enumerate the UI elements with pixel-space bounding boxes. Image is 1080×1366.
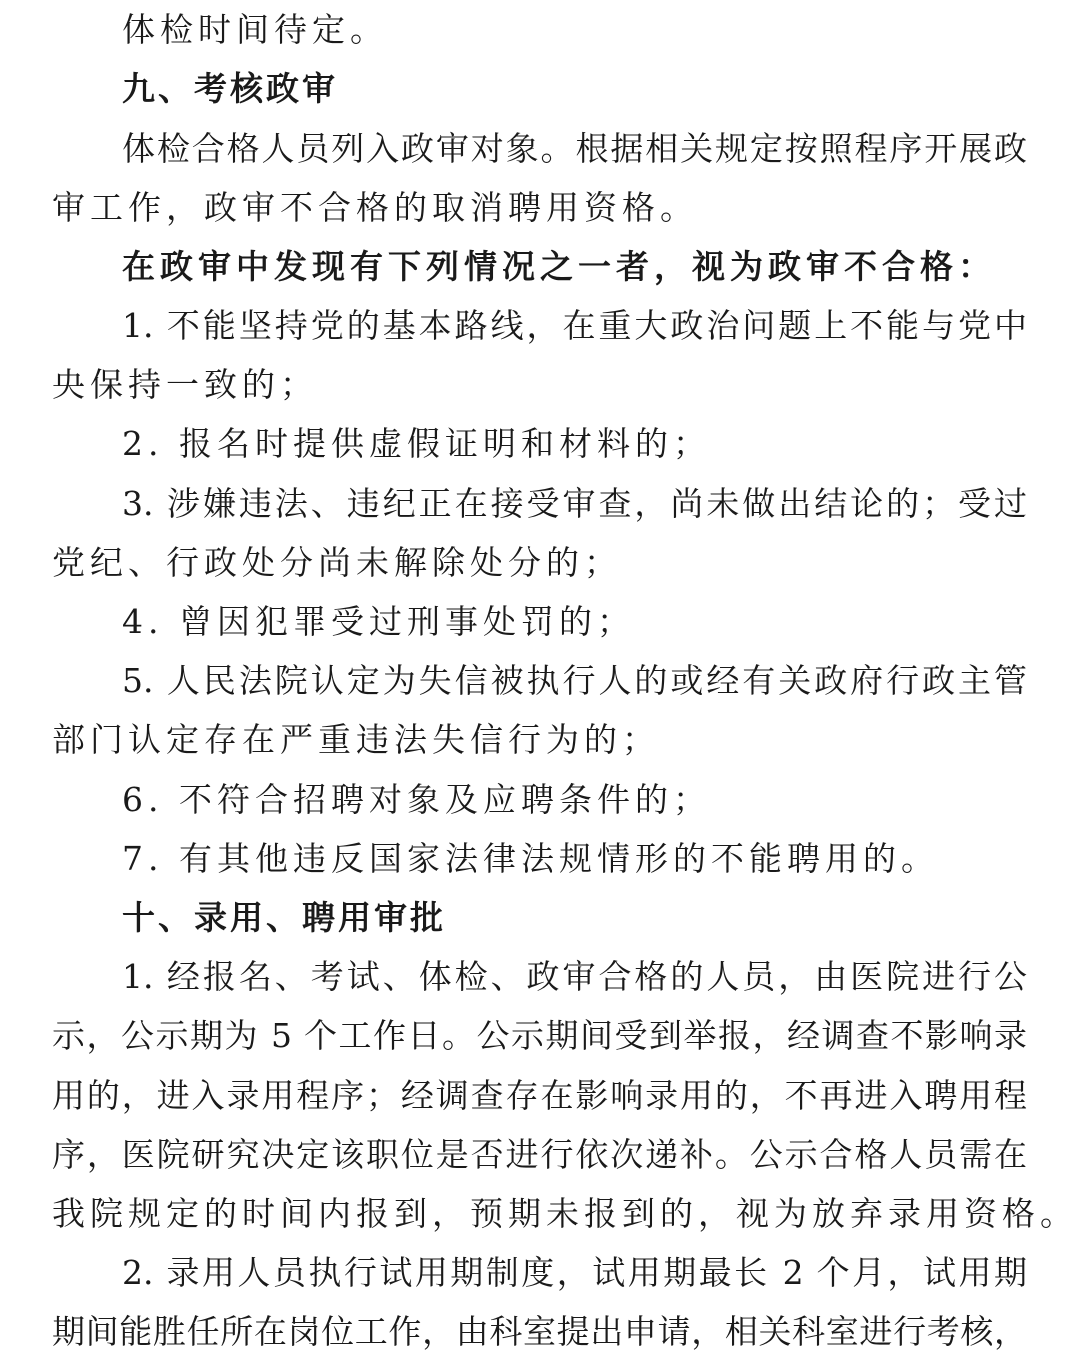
list-item-2: 2. 报名时提供虚假证明和材料的；	[122, 424, 711, 463]
list-item-1-cont: 央保持一致的；	[52, 365, 318, 404]
list-item-5: 5. 人民法院认定为失信被执行人的或经有关政府行政主管	[122, 661, 1027, 700]
paragraph-line: 示，公示期为 5 个工作日。公示期间受到举报，经调查不影响录	[52, 1016, 1027, 1055]
paragraph-line: 用的，进入录用程序；经调查存在影响录用的，不再进入聘用程	[52, 1076, 1027, 1115]
paragraph-line: 序，医院研究决定该职位是否进行依次递补。公示合格人员需在	[52, 1135, 1027, 1174]
list-item-4: 4. 曾因犯罪受过刑事处罚的；	[122, 602, 635, 641]
paragraph-line: 1. 经报名、考试、体检、政审合格的人员，由医院进行公	[122, 957, 1027, 996]
list-item-5-cont: 部门认定存在严重违法失信行为的；	[52, 720, 660, 759]
paragraph-line: 体检合格人员列入政审对象。根据相关规定按照程序开展政	[122, 129, 1027, 168]
section-heading-10: 十、录用、聘用审批	[122, 898, 446, 937]
paragraph-line: 2. 录用人员执行试用期制度，试用期最长 2 个月，试用期	[122, 1253, 1027, 1292]
paragraph-line: 我院规定的时间内报到，预期未报到的，视为放弃录用资格。	[52, 1194, 1078, 1233]
paragraph-line: 体检时间待定。	[122, 10, 388, 49]
list-item-3-cont: 党纪、行政处分尚未解除处分的；	[52, 543, 622, 582]
list-item-7: 7. 有其他违反国家法律法规情形的不能聘用的。	[122, 839, 939, 878]
list-item-1: 1. 不能坚持党的基本路线，在重大政治问题上不能与党中	[122, 306, 1027, 345]
paragraph-line: 审工作，政审不合格的取消聘用资格。	[52, 188, 698, 227]
list-item-6: 6. 不符合招聘对象及应聘条件的；	[122, 780, 711, 819]
section-heading-9: 九、考核政审	[122, 69, 338, 108]
paragraph-line: 期间能胜任所在岗位工作，由科室提出申请，相关科室进行考核，	[52, 1312, 1027, 1351]
paragraph-line-bold: 在政审中发现有下列情况之一者，视为政审不合格：	[122, 247, 996, 286]
list-item-3: 3. 涉嫌违法、违纪正在接受审查，尚未做出结论的；受过	[122, 484, 1027, 523]
